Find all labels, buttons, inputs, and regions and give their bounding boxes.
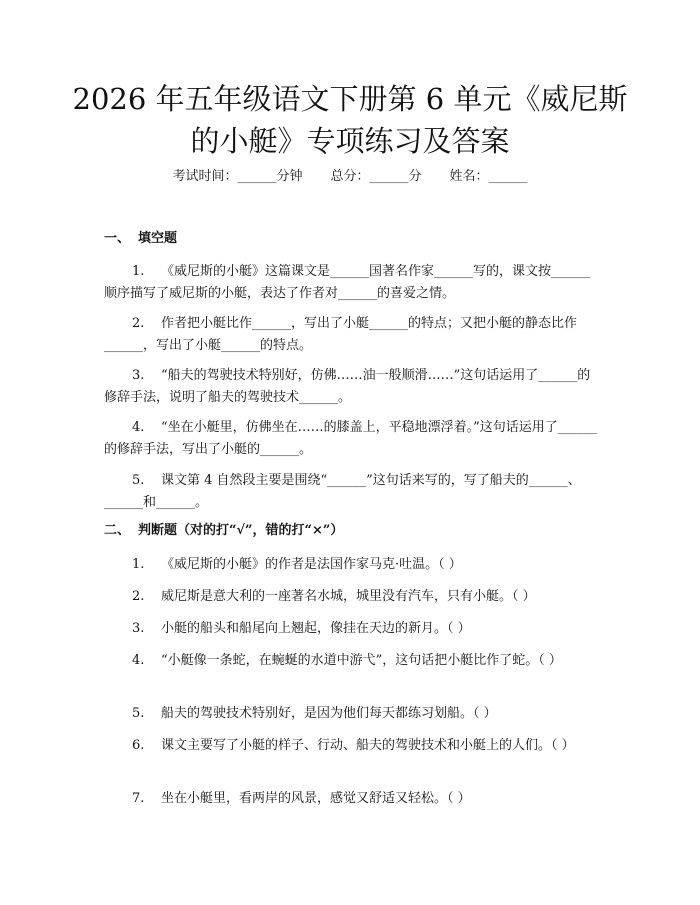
question-item <box>104 735 600 757</box>
question-number: 3. <box>132 368 145 383</box>
question-number: 2. <box>132 589 145 604</box>
section-number: 二、 <box>104 523 131 538</box>
question-text: “船夫的驾驶技术特别好，仿佛……油一般顺滑……”这句话运用了______的修辞手法，说明了船夫的驾驶技术______。 <box>104 368 591 405</box>
question-number: 4. <box>132 653 145 668</box>
exam-score-field: 总分：______分 <box>330 169 422 184</box>
section-title: 填空题 <box>138 231 178 246</box>
exam-time-field: 考试时间：______分钟 <box>172 169 303 184</box>
question-item <box>104 788 600 810</box>
question-text: 坐在小艇里，看两岸的风景，感觉又舒适又轻松。（ ） <box>160 791 471 806</box>
question-item <box>104 703 600 725</box>
question-text: 作者把小艇比作______，写出了小艇______的特点；又把小艇的静态比作______，写出了小艇______的特点。 <box>104 316 577 353</box>
question-number: 5. <box>132 473 145 488</box>
question-item <box>104 313 600 357</box>
exam-info-line <box>0 168 700 186</box>
question-text: “坐在小艇里，仿佛坐在……的膝盖上，平稳地漂浮着。”这句话运用了______的修辞手法，写出了小艇的______。 <box>104 420 597 457</box>
question-number: 2. <box>132 316 145 331</box>
question-text: 课文主要写了小艇的样子、行动、船夫的驾驶技术和小艇上的人们。（ ） <box>160 738 575 753</box>
exam-name-field: 姓名：______ <box>449 169 528 184</box>
section-heading-fill-blank <box>104 230 177 248</box>
question-number: 3. <box>132 621 145 636</box>
question-item <box>104 417 600 461</box>
question-text: 威尼斯是意大利的一座著名水城，城里没有汽车，只有小艇。（ ） <box>160 589 536 604</box>
question-text: 小艇的船头和船尾向上翘起，像挂在天边的新月。（ ） <box>160 621 471 636</box>
section-heading-true-false <box>104 522 343 540</box>
question-item <box>104 554 600 576</box>
question-number: 4. <box>132 420 145 435</box>
question-item <box>104 470 600 514</box>
document-title: 2026 年五年级语文下册第 6 单元《威尼斯的小艇》专项练习及答案 <box>72 82 628 158</box>
question-number: 1. <box>132 264 145 279</box>
question-item <box>104 618 600 640</box>
question-item <box>104 261 600 305</box>
question-number: 6. <box>132 738 145 753</box>
section-number: 一、 <box>104 231 131 246</box>
question-text: 船夫的驾驶技术特别好，是因为他们每天都练习划船。（ ） <box>160 706 497 721</box>
question-number: 7. <box>132 791 145 806</box>
section-title: 判断题（对的打“√”，错的打“×”） <box>138 523 344 538</box>
question-item <box>104 365 600 409</box>
question-text: 课文第 4 自然段主要是围绕“______”这句话来写的，写了船夫的______、______和______。 <box>104 473 581 510</box>
question-number: 1. <box>132 557 145 572</box>
question-item <box>104 586 600 608</box>
question-text: 《威尼斯的小艇》这篇课文是______国著名作家______写的，课文按______顺序描写了威尼斯的小艇，表达了作者对______的喜爱之情。 <box>104 264 590 301</box>
question-text: 《威尼斯的小艇》的作者是法国作家马克·吐温。（ ） <box>160 557 462 572</box>
question-number: 5. <box>132 706 145 721</box>
question-text: “小艇像一条蛇，在蜿蜒的水道中游弋”，这句话把小艇比作了蛇。（ ） <box>160 653 562 668</box>
question-item <box>104 650 600 672</box>
